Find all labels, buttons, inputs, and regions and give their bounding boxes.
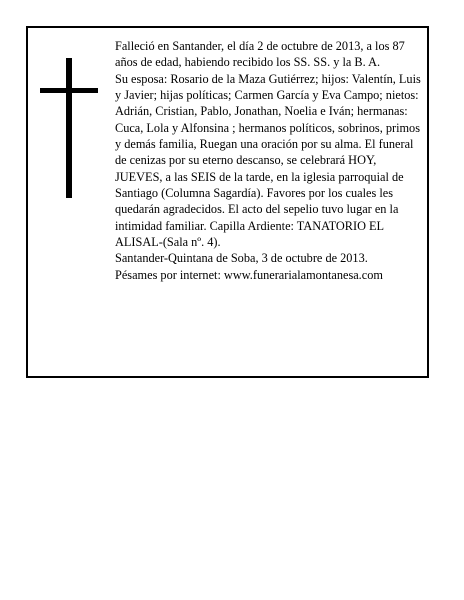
- death-announcement: Falleció en Santander, el día 2 de octubre de 2013, a los 87 años de edad, habiendo recibido los SS. SS. y la B. A.: [115, 39, 405, 70]
- latin-cross-icon: [40, 58, 100, 198]
- place-and-date: Santander-Quintana de Soba, 3 de octubre de 2013.: [115, 251, 368, 266]
- obituary-text: [115, 38, 421, 283]
- cross-vertical-bar: [66, 58, 72, 198]
- condolences-website: Pésames por internet: www.funerarialamontanesa.com: [115, 267, 383, 282]
- obituary-notice: [26, 26, 429, 378]
- cross-horizontal-bar: [40, 88, 98, 93]
- family-and-funeral-details: Su esposa: Rosario de la Maza Gutiérrez; hijos: Valentín, Luis y Javier; hijas políticas; Carmen García y Eva Campo; nietos: Adrián, Cristian, Pablo, Jonathan, Noelia e Iván; hermanas: Cuca, Lola y Alfonsina ; hermanos políticos, sobrinos, primos y demás familia, Ruegan una oración por su alma. El funeral de cenizas por su eterno descanso, se celebrará HOY, JUEVES, a las SEIS de la tarde, en la iglesia parroquial de Santiago (Columna Sagardía). Favores por los cuales les quedarán agradecidos. El acto del sepelio tuvo lugar en la intimidad familiar. Capilla Ardiente: TANATORIO EL ALISAL-(Sala nº. 4).: [115, 71, 421, 250]
